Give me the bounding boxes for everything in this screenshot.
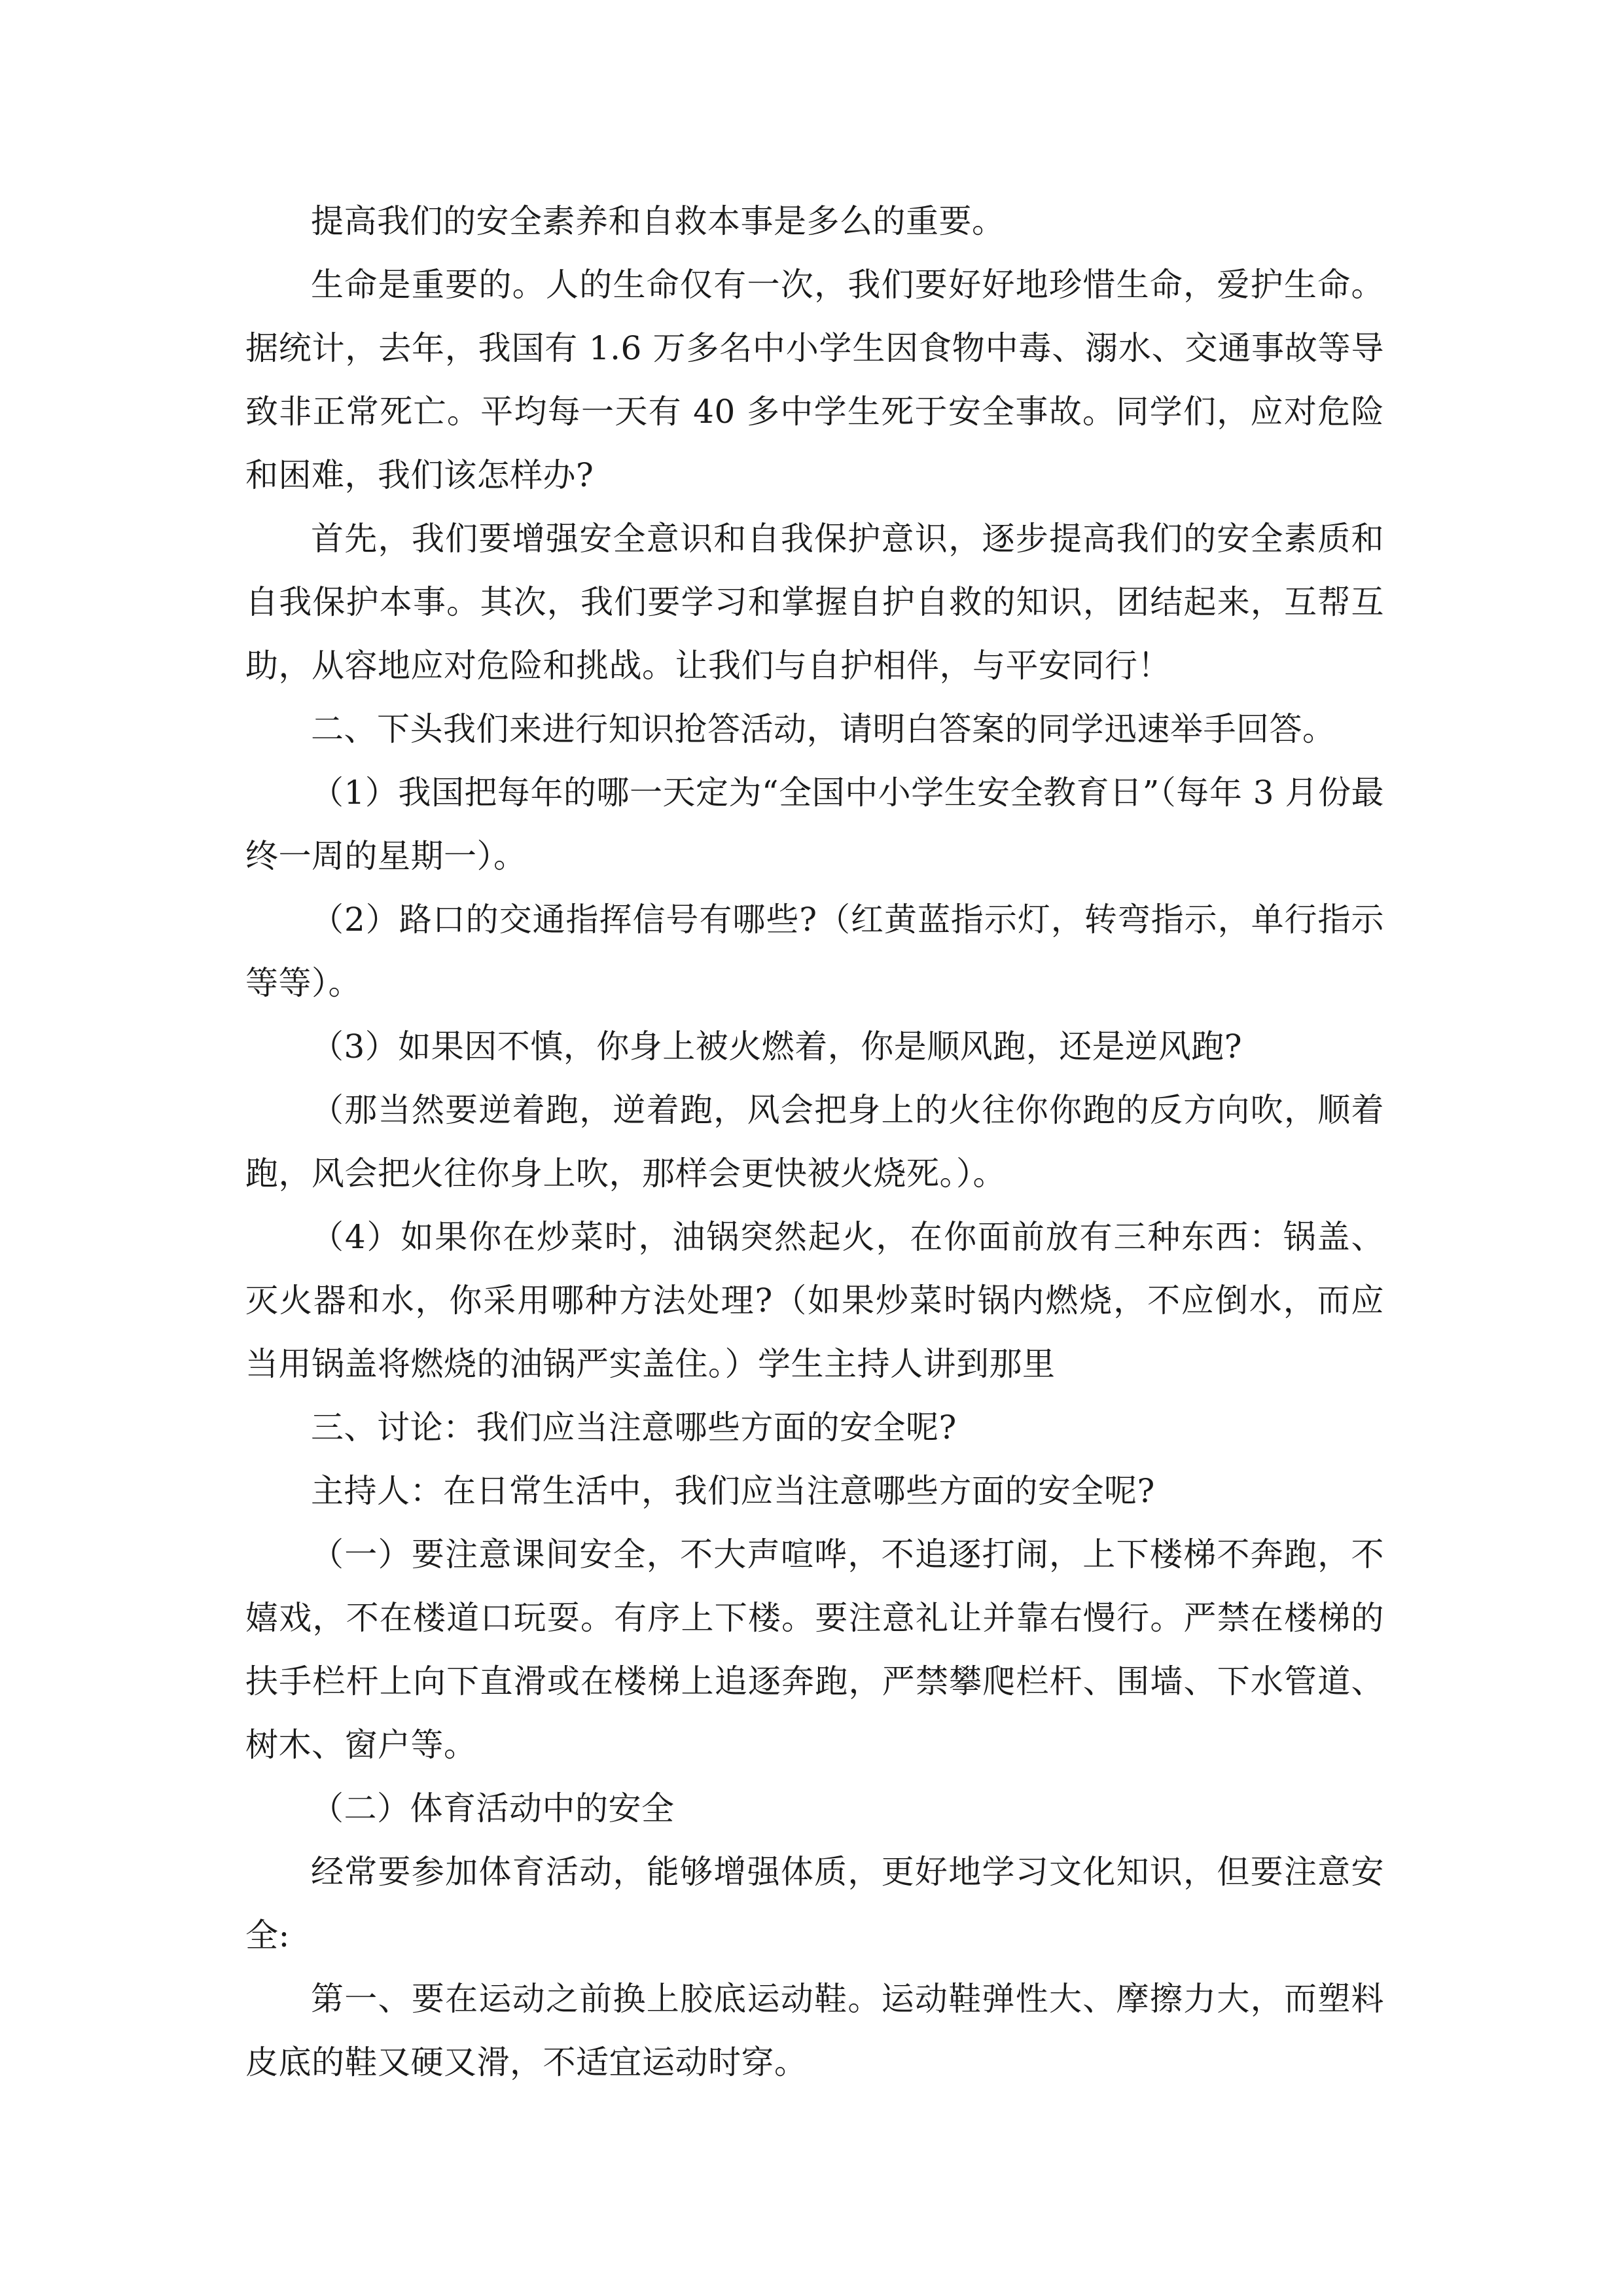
paragraph-4: 二、下头我们来进行知识抢答活动，请明白答案的同学迅速举手回答。 [311,710,1336,748]
question-3: （3）如果因不慎，你身上被火燃着，你是顺风跑，还是逆风跑? [311,1028,1243,1066]
host-question: 主持人：在日常生活中，我们应当注意哪些方面的安全呢? [311,1472,1155,1510]
paragraph-3: 首先，我们要增强安全意识和自我保护意识，逐步提高我们的安全素质和自我保护本事。其次，我们要学习和掌握自护自救的知识，团结起来，互帮互助，从容地应对危险和挑战。让我们与自护相伴，与平安同行！ [245,520,1384,685]
item-1: （一）要注意课间安全，不大声喧哗，不追逐打闹，上下楼梯不奔跑，不嬉戏，不在楼道口玩耍。有序上下楼。要注意礼让并靠右慢行。严禁在楼梯的扶手栏杆上向下直滑或在楼梯上追逐奔跑，严禁攀爬栏杆、围墙、下水管道、树木、窗户等。 [245,1535,1384,1764]
answer-3: （那当然要逆着跑，逆着跑，风会把身上的火往你你跑的反方向吹，顺着跑，风会把火往你身上吹，那样会更快被火烧死。）。 [245,1091,1384,1193]
paragraph-first: 第一、要在运动之前换上胶底运动鞋。运动鞋弹性大、摩擦力大，而塑料皮底的鞋又硬又滑，不适宜运动时穿。 [245,1980,1384,2081]
question-1: （1）我国把每年的哪一天定为“全国中小学生安全教育日”（每年 3 月份最终一周的星期一）。 [245,774,1384,875]
paragraph-2: 生命是重要的。人的生命仅有一次，我们要好好地珍惜生命，爱护生命。据统计，去年，我国有 1.6 万多名中小学生因食物中毒、溺水、交通事故等导致非正常死亡。平均每一天有 40 多中学生死于安全事故。同学们，应对危险和困难，我们该怎样办? [245,266,1384,494]
item-2-heading: （二）体育活动中的安全 [311,1789,675,1827]
section-3-heading: 三、讨论：我们应当注意哪些方面的安全呢? [311,1408,957,1446]
paragraph-1: 提高我们的安全素养和自救本事是多么的重要。 [311,202,1005,240]
paragraph-sports: 经常要参加体育活动，能够增强体质，更好地学习文化知识，但要注意安全: [245,1853,1384,1954]
question-4: （4）如果你在炒菜时，油锅突然起火，在你面前放有三种东西：锅盖、灭火器和水，你采用哪种方法处理?（如果炒菜时锅内燃烧，不应倒水，而应当用锅盖将燃烧的油锅严实盖住。）学生主持人讲到那里 [245,1218,1384,1383]
document-body [245,190,1384,2094]
question-2: （2）路口的交通指挥信号有哪些?（红黄蓝指示灯，转弯指示，单行指示等等）。 [245,901,1384,1002]
